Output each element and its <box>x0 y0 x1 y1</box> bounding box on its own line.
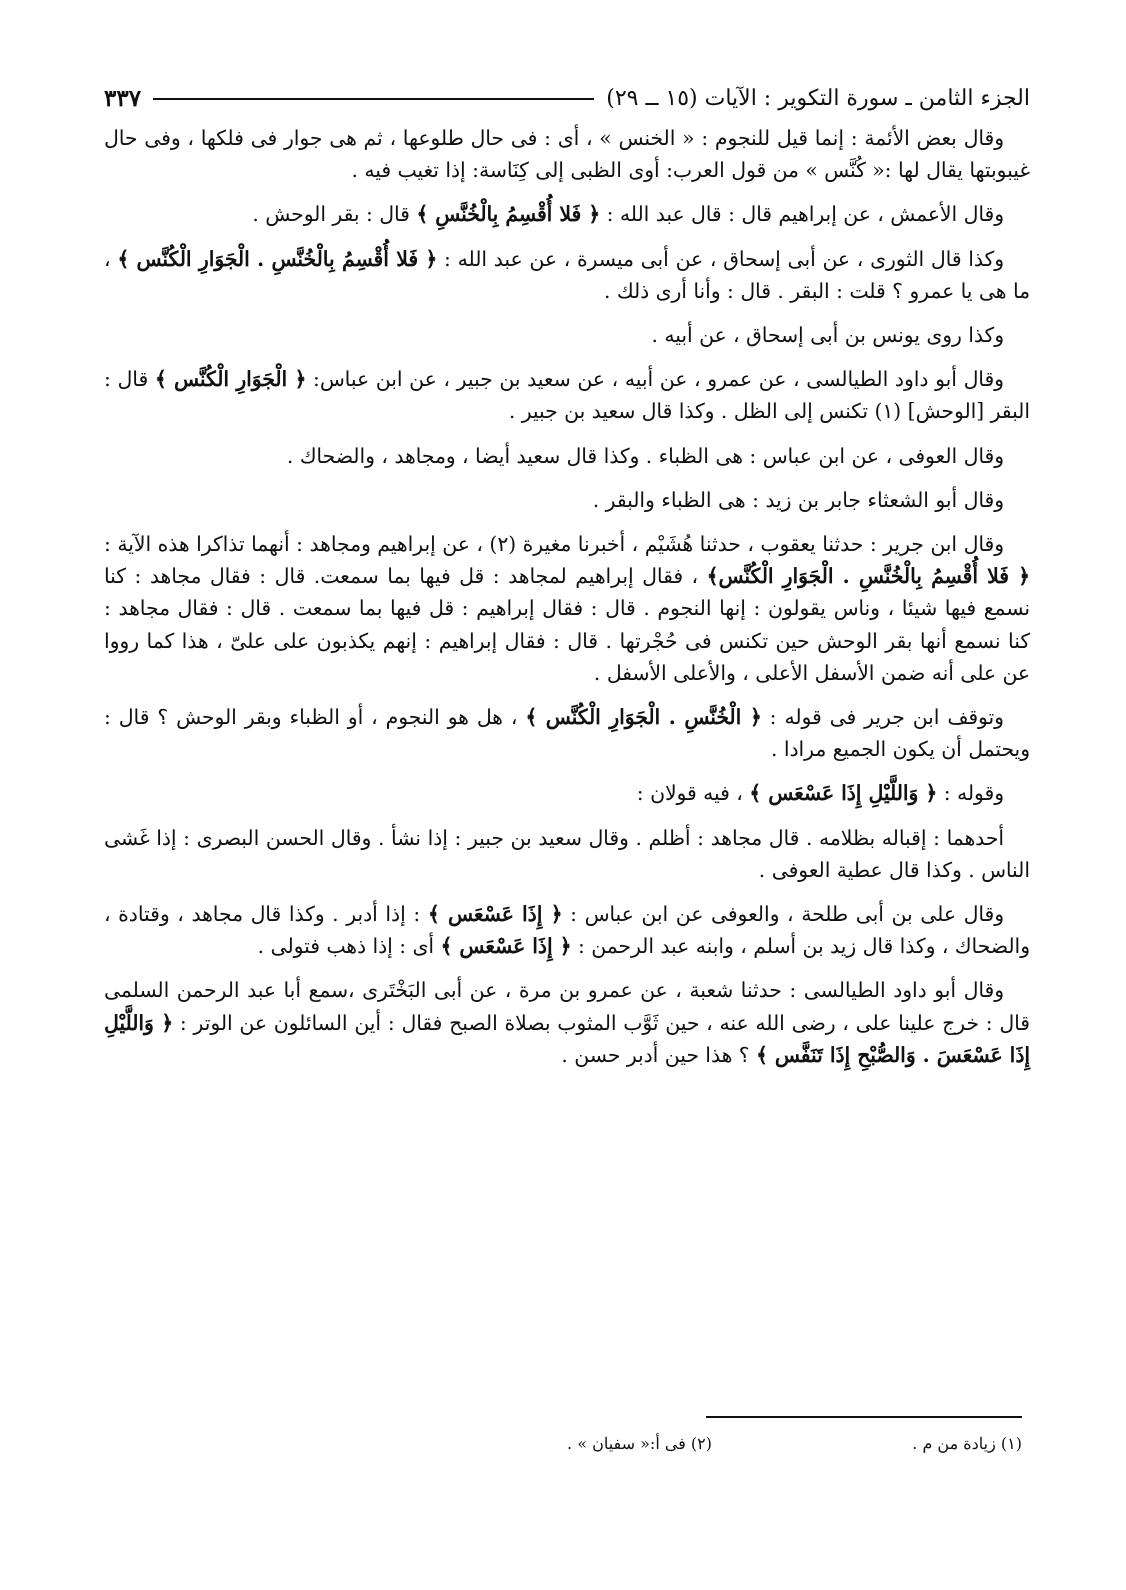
paragraph <box>104 122 1030 186</box>
quran-verse: ﴿ إِذَا عَسْعَس ﴾ <box>440 934 572 959</box>
paragraph-text: قال : البقر [الوحش] (١) تكنس إلى الظل . وكذا قال سعيد بن جبير . <box>104 367 1030 424</box>
paragraph-text: وقال ابن جرير : حدثنا يعقوب ، حدثنا هُشَيْم ، أخبرنا مغيرة (٢) ، عن إبراهيم ومجاهد : أنهما تذاكرا هذه الآية : <box>104 532 1004 557</box>
paragraph-text: ، هل هو النجوم ، أو الظباء وبقر الوحش ؟ قال : ويحتمل أن يكون الجميع مرادا . <box>104 705 1030 762</box>
paragraph <box>104 777 1030 809</box>
paragraph-text: أى : إذا ذهب فتولى . <box>257 934 441 959</box>
paragraph <box>104 822 1030 886</box>
paragraph <box>104 484 1030 516</box>
running-head-title: الجزء الثامن ـ سورة التكوير : الآيات (١٥ ــ ٢٩) <box>606 86 1030 111</box>
running-head-rule <box>153 98 594 100</box>
paragraph-text: أحدهما : إقباله بظلامه . قال مجاهد : أظلم . وقال سعيد بن جبير : إذا نشأ . وقال الحسن البصرى : إذا غَشى الناس . وكذا قال عطية العوفى . <box>104 825 1030 882</box>
paragraph-text: وقال أبو داود الطيالسى : حدثنا شعبة ، عن عمرو بن مرة ، عن أبى البَخْتَرى ،سمع أبا عبد الرحمن السلمى قال : خرج علينا على ، رضى الله عنه ، حين ثَوَّب المثوب بصلاة الصبح فقال : أين السائلون عن الوتر : <box>104 978 1030 1035</box>
footnote-2: (٢) فى أ:« سفيان » . <box>567 1434 712 1453</box>
paragraph <box>104 701 1030 765</box>
paragraph-text: وتوقف ابن جرير فى قوله : <box>761 705 1004 730</box>
paragraph-text: : إذا أدبر . وكذا قال مجاهد ، وقتادة ، والضحاك ، وكذا قال زيد بن أسلم ، وابنه عبد الرحمن : <box>104 902 1030 959</box>
body-text <box>104 122 1030 1071</box>
paragraph-text: ، فقال إبراهيم لمجاهد : قل فيها بما سمعت. قال : فقال مجاهد : كنا نسمع فيها شيئا ، وناس يقولون : إنها النجوم . قال : فقال إبراهيم : قل فيها بما سمعت . قال : فقال مجاهد : كنا نسمع أنها بقر الوحش حين تكنس فى حُجْرتها . قال : فقال إبراهيم : إنهم يكذبون على علىّ ، هذا كما رووا عن على أنه ضمن الأسفل الأعلى ، والأعلى الأسفل . <box>104 564 1030 685</box>
paragraph <box>104 319 1030 351</box>
quran-verse: ﴿ فَلا أُقْسِمُ بِالْخُنَّسِ ﴾ <box>416 202 601 227</box>
paragraph <box>104 243 1030 307</box>
quran-verse: ﴿ الْجَوَارِ الْكُنَّس ﴾ <box>154 367 307 392</box>
quran-verse: ﴿ الْخُنَّسِ . الْجَوَارِ الْكُنَّس ﴾ <box>525 705 762 730</box>
footnote-1: (١) زيادة من م . <box>912 1434 1022 1453</box>
paragraph-text: وقال بعض الأئمة : إنما قيل للنجوم : « الخنس » ، أى : فى حال طلوعها ، ثم هى جوار فى فلكها ، وفى حال غيبوبتها يقال لها :« كُنَّس » من قول العرب: أوى الظبى إلى كِنَاسة: إذا تغيب فيه . <box>104 126 1030 183</box>
quran-verse: ﴿ فَلا أُقْسِمُ بِالْخُنَّسِ . الْجَوَارِ الْكُنَّس ﴾ <box>117 246 438 271</box>
page-number: ٣٣٧ <box>104 85 142 112</box>
paragraph-text: ، فيه قولان : <box>636 781 750 806</box>
footnotes <box>104 1432 1022 1456</box>
running-head <box>104 84 1030 114</box>
quran-verse: ﴿ وَاللَّيْلِ إِذَا عَسْعَسَ . وَالصُّبْحِ إِذَا تَنَفَّس ﴾ <box>104 1010 1030 1067</box>
paragraph-text: ، ما هى يا عمرو ؟ قلت : البقر . قال : وأنا أرى ذلك . <box>104 246 1030 303</box>
paragraph <box>104 363 1030 427</box>
paragraph-text: وقوله : <box>937 781 1004 806</box>
paragraph <box>104 198 1030 230</box>
paragraph-text: وقال العوفى ، عن ابن عباس : هى الظباء . وكذا قال سعيد أيضا ، ومجاهد ، والضحاك . <box>286 443 1004 468</box>
paragraph-text: وكذا روى يونس بن أبى إسحاق ، عن أبيه . <box>651 323 1004 348</box>
paragraph-text: وقال الأعمش ، عن إبراهيم قال : قال عبد الله : <box>600 202 1004 227</box>
paragraph <box>104 528 1030 689</box>
footnote-rule <box>706 1416 1022 1418</box>
paragraph-text: وقال أبو الشعثاء جابر بن زيد : هى الظباء والبقر . <box>592 487 1004 512</box>
paragraph-text: وقال على بن أبى طلحة ، والعوفى عن ابن عباس : <box>562 902 1004 927</box>
paragraph-text: ؟ هذا حين أدبر حسن . <box>561 1042 756 1067</box>
quran-verse: ﴿ إِذَا عَسْعَس ﴾ <box>427 902 563 927</box>
paragraph <box>104 898 1030 962</box>
quran-verse: ﴿ فَلا أُقْسِمُ بِالْخُنَّسِ . الْجَوَارِ الْكُنَّس﴾ <box>706 564 1030 589</box>
paragraph-text: قال : بقر الوحش . <box>252 202 417 227</box>
paragraph-text: وقال أبو داود الطيالسى ، عن عمرو ، عن أبيه ، عن سعيد بن جبير ، عن ابن عباس: <box>306 367 1004 392</box>
paragraph-text: وكذا قال الثورى ، عن أبى إسحاق ، عن أبى ميسرة ، عن عبد الله : <box>437 246 1004 271</box>
paragraph <box>104 440 1030 472</box>
paragraph <box>104 974 1030 1071</box>
quran-verse: ﴿ وَاللَّيْلِ إِذَا عَسْعَس ﴾ <box>749 781 938 806</box>
